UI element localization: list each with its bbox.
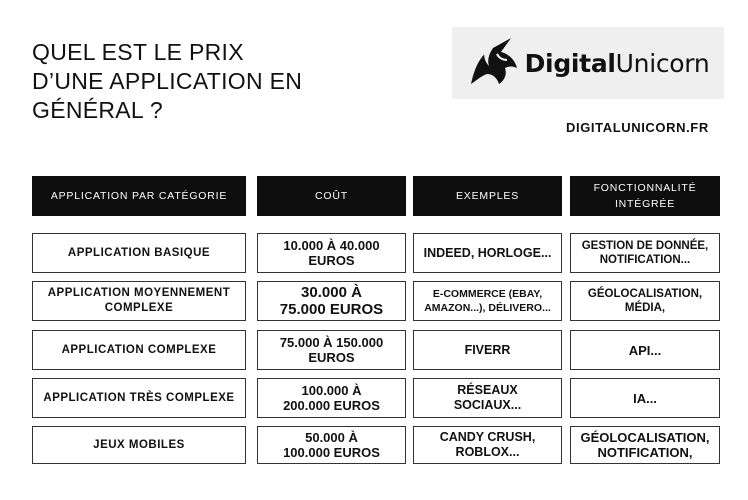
row-1-examples-line-1: INDEED, HORLOGE... [423, 245, 552, 260]
row-4-features [570, 378, 720, 418]
row-2-category [32, 281, 246, 321]
row-1-features [570, 233, 720, 273]
header-cost-label: COÛT [315, 190, 348, 202]
row-1-cost-line-2: EUROS [308, 253, 355, 268]
row-4-category-line-1: APPLICATION TRÈS COMPLEXE [43, 391, 235, 404]
row-3-category [32, 330, 246, 370]
website-label: DIGITALUNICORN.FR [566, 120, 709, 135]
row-3-features [570, 330, 720, 370]
row-4-cost [257, 378, 406, 418]
row-2-features-line-2: MÉDIA, [624, 302, 666, 314]
row-4-features-line-1: IA... [633, 390, 657, 406]
header-category [32, 176, 246, 216]
row-3-examples-line-1: FIVERR [464, 342, 511, 357]
header-examples [413, 176, 562, 216]
row-2-examples-line-1: E-COMMERCE (EBAY, [432, 288, 543, 300]
header-cost [257, 176, 406, 216]
header-features-line-2: INTÉGRÉE [614, 198, 676, 210]
row-5-cost-line-2: 100.000 EUROS [283, 445, 380, 460]
row-4-category [32, 378, 246, 418]
row-4-cost-line-1: 100.000 À [301, 383, 362, 398]
row-5-cost [257, 426, 406, 464]
logo-text-regular: Unicorn [615, 48, 710, 78]
row-4-examples [413, 378, 562, 418]
page-title [32, 38, 362, 125]
row-5-examples [413, 426, 562, 464]
row-2-examples-line-2: AMAZON...), DÉLIVERO... [424, 302, 551, 314]
row-2-features [570, 281, 720, 321]
unicorn-head-icon [467, 36, 521, 90]
row-1-cost [257, 233, 406, 273]
title-line-1: QUEL EST LE PRIX [32, 39, 244, 65]
row-4-examples-line-1: RÉSEAUX [457, 383, 518, 397]
row-2-cost [257, 281, 406, 321]
logo-text [525, 49, 710, 78]
header-features [570, 176, 720, 216]
row-4-examples-line-2: SOCIAUX... [453, 398, 522, 412]
row-5-features [570, 426, 720, 464]
row-1-category-line-1: APPLICATION BASIQUE [67, 246, 211, 259]
row-5-examples-line-2: ROBLOX... [455, 445, 520, 459]
logo-text-bold: Digital [524, 48, 616, 78]
logo [452, 27, 724, 99]
header-features-line-1: FONCTIONNALITÉ [593, 182, 697, 194]
row-2-category-line-1: APPLICATION MOYENNEMENT [47, 287, 231, 299]
row-2-features-line-1: GÉOLOCALISATION, [587, 288, 703, 300]
row-1-cost-line-1: 10.000 À 40.000 [283, 238, 380, 253]
row-1-examples [413, 233, 562, 273]
title-line-3: GÉNÉRAL ? [32, 97, 163, 123]
row-1-category [32, 233, 246, 273]
row-2-cost-line-1: 30.000 À [301, 284, 362, 301]
logo-inner [467, 36, 710, 90]
row-1-features-line-2: NOTIFICATION... [599, 254, 691, 266]
row-5-features-line-1: GÉOLOCALISATION, [580, 430, 710, 445]
row-5-category-line-1: JEUX MOBILES [93, 438, 185, 451]
row-3-cost [257, 330, 406, 370]
row-5-examples-line-1: CANDY CRUSH, [439, 430, 536, 444]
row-5-cost-line-1: 50.000 À [305, 430, 358, 445]
row-3-cost-line-2: EUROS [308, 350, 355, 365]
row-3-examples [413, 330, 562, 370]
row-5-category [32, 426, 246, 464]
row-3-category-line-1: APPLICATION COMPLEXE [61, 343, 217, 356]
row-3-cost-line-1: 75.000 À 150.000 [279, 335, 384, 350]
header-examples-label: EXEMPLES [455, 190, 519, 202]
header-category-label: APPLICATION PAR CATÉGORIE [50, 190, 228, 202]
row-4-cost-line-2: 200.000 EUROS [283, 398, 380, 413]
row-5-features-line-2: NOTIFICATION, [597, 445, 693, 460]
row-2-examples [413, 281, 562, 321]
row-2-cost-line-2: 75.000 EUROS [279, 301, 384, 318]
row-2-category-line-2: COMPLEXE [104, 302, 174, 314]
row-3-features-line-1: API... [628, 342, 662, 358]
title-line-2: D’UNE APPLICATION EN [32, 68, 303, 94]
row-1-features-line-1: GESTION DE DONNÉE, [581, 240, 709, 252]
